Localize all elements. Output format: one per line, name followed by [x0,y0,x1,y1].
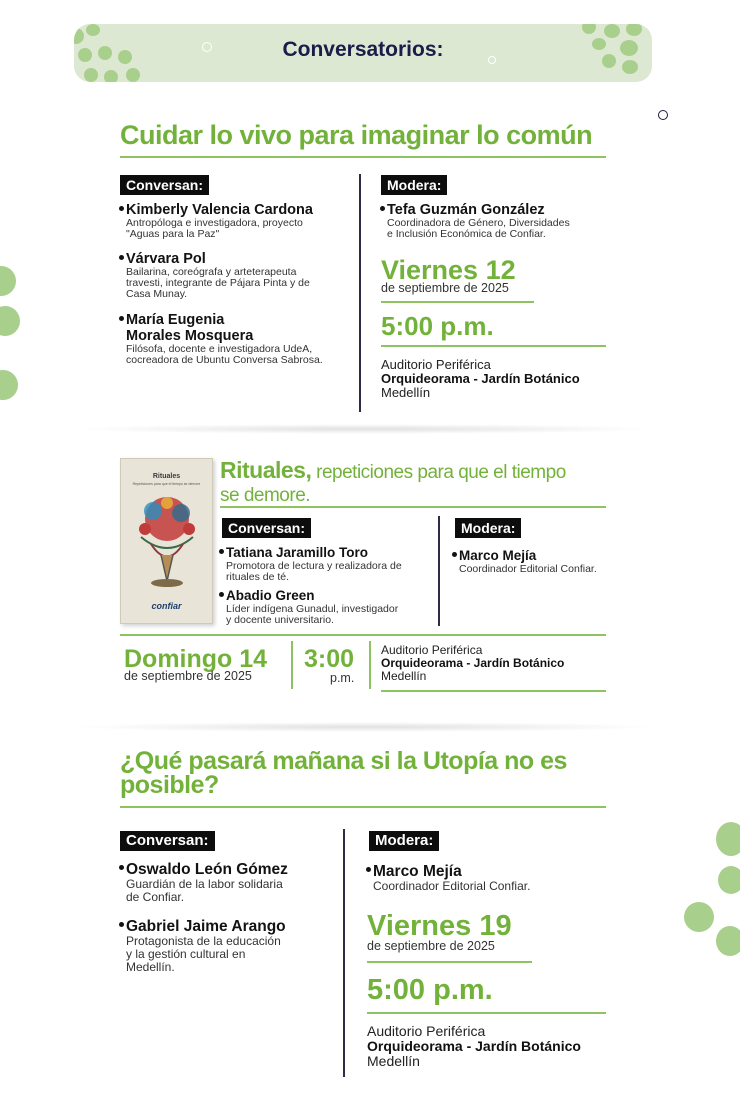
event1-date: Viernes 12 [381,255,516,285]
event2-info-divider [369,641,371,689]
event1-venue: Auditorio Periférica Orquideorama - Jardín Botánico Medellín [381,357,580,400]
event1-title: Cuidar lo vivo para imaginar lo común [120,120,593,150]
event2-date: Domingo 14 [124,645,268,673]
event3-time-rule [367,1012,606,1014]
event1-date-rule [381,301,534,303]
event2-speaker: Abadio Green Líder indígena Gunadul, investigador y docente universitario. [219,588,434,626]
event3-date-rule [367,961,532,963]
book-illustration [121,489,214,599]
event3-date: Viernes 19 [367,910,512,942]
event1-modera-tag: Modera: [381,175,447,195]
event1-time: 5:00 p.m. [381,311,494,341]
event1-speaker: María Eugenia Morales Mosquera Filósofa, docente e investigadora UdeA, cocreadora de Ubuntu Conversa Sabrosa. [119,312,359,366]
event3-time: 5:00 p.m. [367,974,493,1006]
event3-speaker: Gabriel Jaime Arango Protagonista de la educación y la gestión cultural en Medellín. [119,918,344,974]
event2-modera-tag: Modera: [455,518,521,538]
event1-conversan-tag: Conversan: [120,175,209,195]
event2-info-bottom-rule [381,690,606,692]
event2-speaker: Tatiana Jaramillo Toro Promotora de lectura y realizadora de rituales de té. [219,545,434,583]
event3-date-sub: de septiembre de 2025 [367,939,495,953]
event2-time-sub: p.m. [330,671,355,685]
book-cover [120,458,213,624]
event3-moderator: Marco Mejía Coordinador Editorial Confiar. [366,863,606,893]
event1-divider [359,174,361,412]
event2-conversan-tag: Conversan: [222,518,311,538]
event1-title-rule [120,156,606,158]
event2-info-top-rule [120,634,606,636]
decorative-ring-right [658,110,668,120]
event3-speaker: Oswaldo León Gómez Guardián de la labor solidaria de Confiar. [119,861,344,904]
event1-date-sub: de septiembre de 2025 [381,281,509,295]
event3-title: ¿Qué pasará mañana si la Utopía no es posible? [120,747,567,799]
event2-title-rule [220,506,606,508]
event2-title: Rituales, repeticiones para que el tiempo se demore. [220,457,566,506]
book-title: Rituales [152,473,181,480]
event3-title-rule [120,806,606,808]
book-logo: confiar [151,601,182,611]
book-subtitle: Repeticiones para que el tiempo se demore [132,482,201,486]
event2-date-sub: de septiembre de 2025 [124,669,252,683]
header-title: Conversatorios: [282,38,444,61]
header-banner [74,24,652,82]
event2-info-divider [291,641,293,689]
event1-speaker: Kimberly Valencia Cardona Antropóloga e investigadora, proyecto "Aguas para la Paz" [119,202,359,240]
event2-venue: Auditorio Periférica Orquideorama - Jardín Botánico Medellín [381,643,565,683]
event1-moderator: Tefa Guzmán González Coordinadora de Género, Diversidades e Inclusión Económica de Confiar. [380,202,610,240]
event1-time-rule [381,345,606,347]
event2-moderator: Marco Mejía Coordinador Editorial Confiar. [452,548,612,575]
event3-modera-tag: Modera: [369,831,439,851]
event3-conversan-tag: Conversan: [120,831,215,851]
event2-divider [438,516,440,626]
event2-time: 3:00 [304,645,355,673]
event1-speaker: Várvara Pol Bailarina, coreógrafa y arteterapeuta travesti, integrante de Pájara Pinta y de Casa Munay. [119,251,359,300]
section-separator [70,722,660,732]
event3-venue: Auditorio Periférica Orquideorama - Jardín Botánico Medellín [367,1023,581,1069]
section-separator [70,424,660,434]
